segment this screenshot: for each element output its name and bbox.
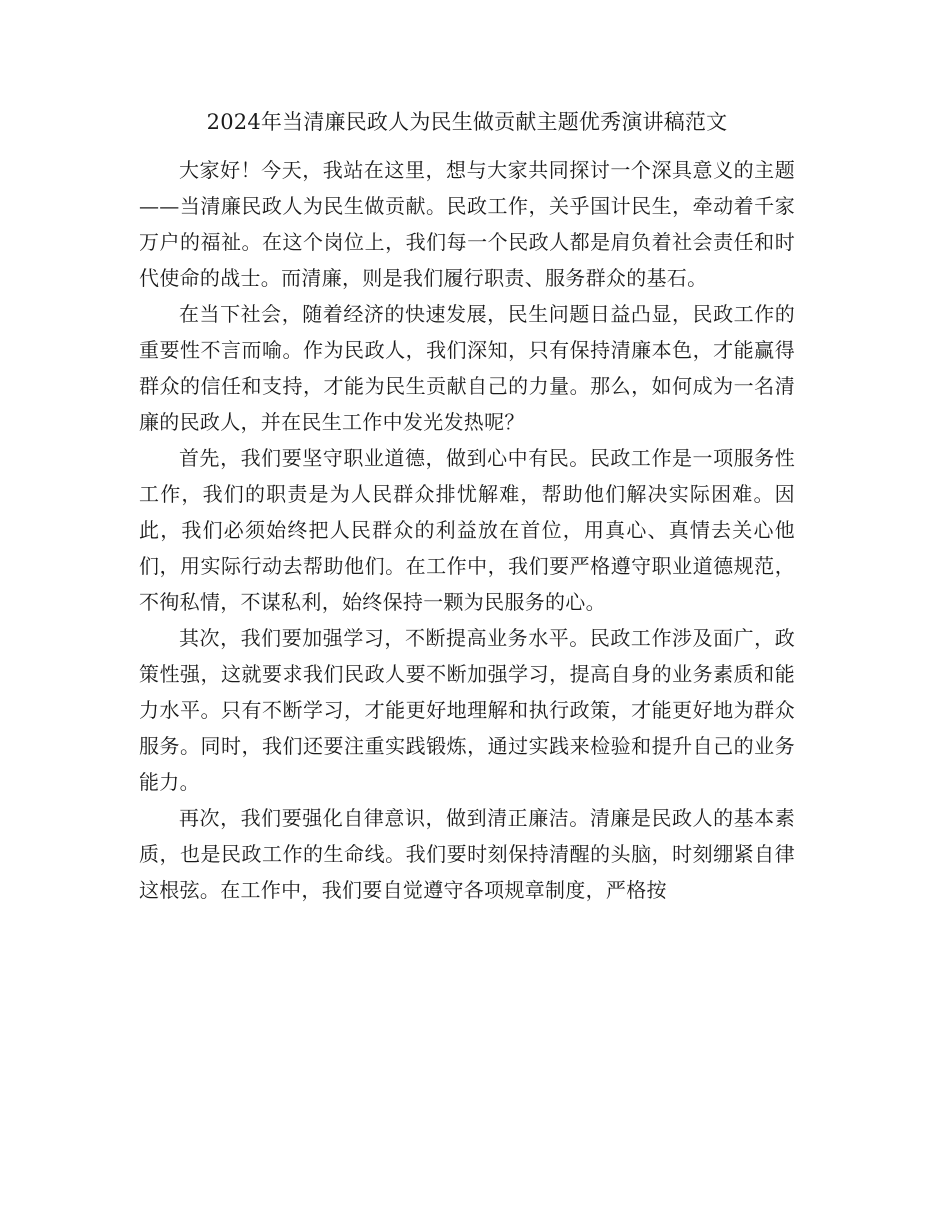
document-page — [139, 104, 795, 908]
paragraph-second-point: 其次，我们要加强学习，不断提高业务水平。民政工作涉及面广，政策性强，这就要求我们民政人要不断加强学习，提高自身的业务素质和能力水平。只有不断学习，才能更好地理解和执行政策，才能更好地为群众服务。同时，我们还要注重实践锻炼，通过实践来检验和提升自己的业务能力。 — [139, 626, 795, 794]
paragraph-context: 在当下社会，随着经济的快速发展，民生问题日益凸显，民政工作的重要性不言而喻。作为民政人，我们深知，只有保持清廉本色，才能赢得群众的信任和支持，才能为民生贡献自己的力量。那么，如何成为一名清廉的民政人，并在民生工作中发光发热呢？ — [139, 302, 795, 434]
paragraph-third-point: 再次，我们要强化自律意识，做到清正廉洁。清廉是民政人的基本素质，也是民政工作的生命线。我们要时刻保持清醒的头脑，时刻绷紧自律这根弦。在工作中，我们要自觉遵守各项规章制度，严格按 — [139, 806, 795, 902]
paragraph-first-point: 首先，我们要坚守职业道德，做到心中有民。民政工作是一项服务性工作，我们的职责是为人民群众排忧解难，帮助他们解决实际困难。因此，我们必须始终把人民群众的利益放在首位，用真心、真情去关心他们，用实际行动去帮助他们。在工作中，我们要严格遵守职业道德规范，不徇私情，不谋私利，始终保持一颗为民服务的心。 — [139, 446, 795, 614]
document-title: 2024年当清廉民政人为民生做贡献主题优秀演讲稿范文 — [206, 110, 728, 134]
paragraph-greeting: 大家好！今天，我站在这里，想与大家共同探讨一个深具意义的主题——当清廉民政人为民生做贡献。民政工作，关乎国计民生，牵动着千家万户的福祉。在这个岗位上，我们每一个民政人都是肩负着社会责任和时代使命的战士。而清廉，则是我们履行职责、服务群众的基石。 — [139, 158, 795, 290]
